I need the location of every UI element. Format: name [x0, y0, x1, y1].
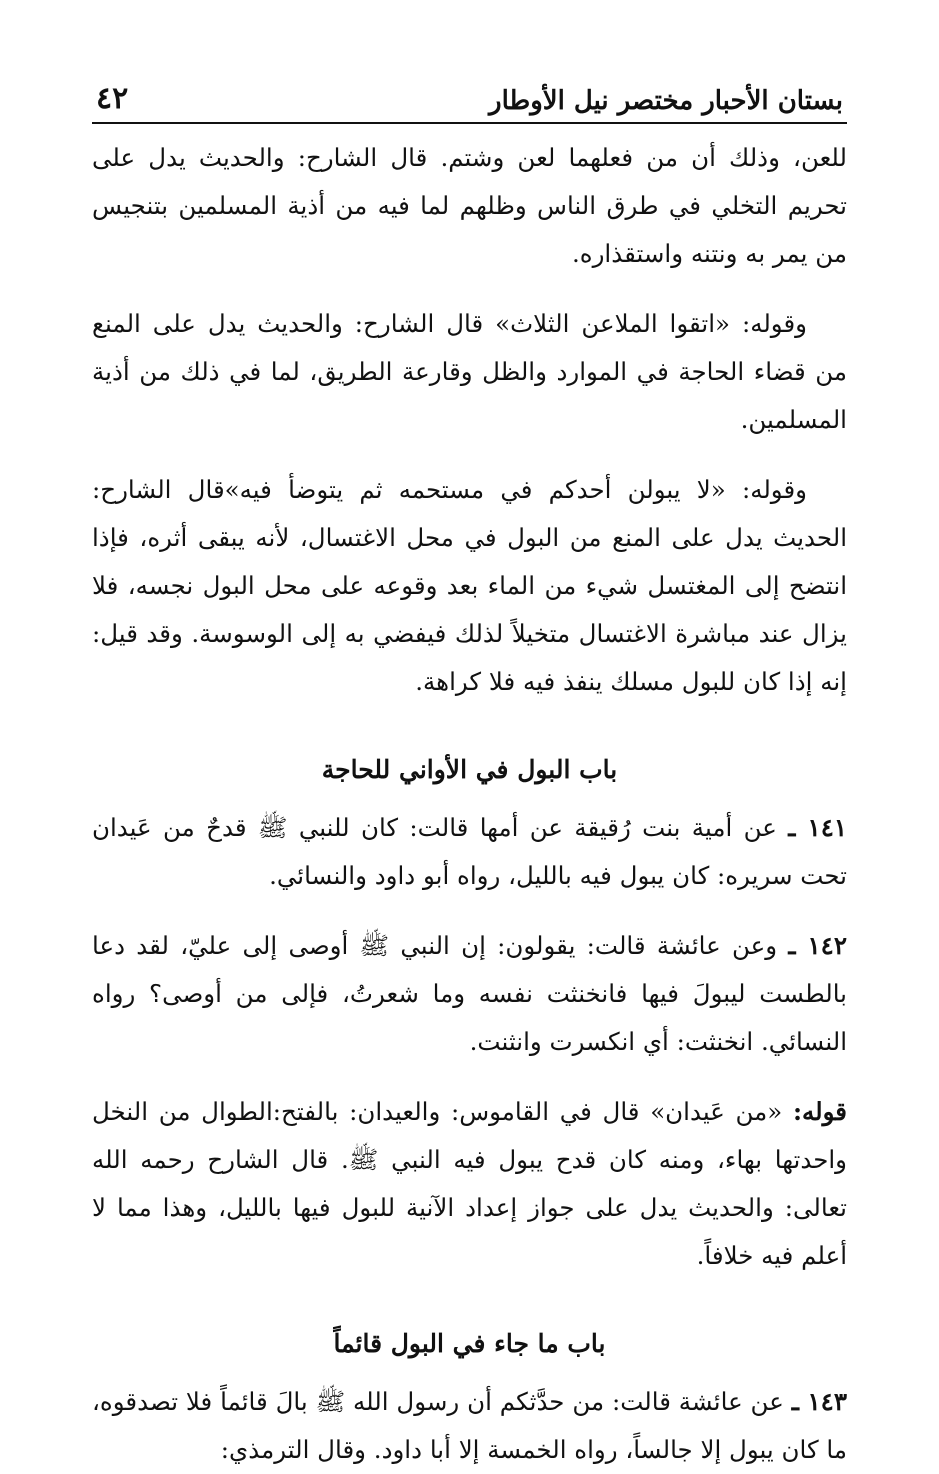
hadith-number: ١٤٣ ـ	[791, 1387, 847, 1416]
page-number: ٤٢	[96, 81, 129, 116]
hadith-143	[92, 1378, 847, 1474]
hadith-number: ١٤٢ ـ	[788, 931, 847, 960]
hadith-text: عن عائشة قالت: من حدَّثكم أن رسول الله ﷺ بالَ قائماً فلا تصدقوه، ما كان يبول إلا جالساً، رواه الخمسة إلا أبا داود. وقال الترمذي:	[92, 1387, 847, 1464]
section-title-vessels: باب البول في الأواني للحاجة	[321, 755, 618, 784]
hadith-142	[92, 922, 847, 1066]
commentary-idan	[92, 1088, 847, 1280]
hadith-text: عن أمية بنت رُقيقة عن أمها قالت: كان للنبي ﷺ قدحٌ من عَيدان تحت سريره: كان يبول فيه بالليل، رواه أبو داود والنسائي.	[92, 813, 847, 890]
hadith-text: وعن عائشة قالت: يقولون: إن النبي ﷺ أوصى إلى عليّ، لقد دعا بالطست ليبولَ فيها فانخنثت نفسه وما شعرتُ، فإلى من أوصى؟ رواه النسائي. انخنثت: أي انكسرت وانثنت.	[92, 931, 847, 1056]
commentary-lead: قوله:	[792, 1097, 847, 1126]
hadith-number: ١٤١ ـ	[788, 813, 848, 842]
section-title-standing: باب ما جاء في البول قائماً	[333, 1329, 606, 1358]
page-header	[92, 78, 847, 124]
commentary-text: «من عَيدان» قال في القاموس: والعيدان: بالفتح:الطوال من النخل واحدتها بهاء، ومنه كان قدح يبول فيه النبي ﷺ. قال الشارح رحمه الله تعالى: والحديث يدل على جواز إعداد الآنية للبول فيها بالليل، وهذا مما لا أعلم فيه خلافاً.	[92, 1097, 847, 1270]
paragraph-mustahamm: وقوله: «لا يبولن أحدكم في مستحمه ثم يتوضأ فيه»قال الشارح: الحديث يدل على المنع من البول في محل الاغتسال، لأنه يبقى أثره، فإذا انتضح إلى المغتسل شيء من الماء بعد وقوعه على محل البول نجسه، فلا يزال عند مباشرة الاغتسال متخيلاً لذلك فيفضي به إلى الوسوسة. وقد قيل: إنه إذا كان للبول مسلك ينفذ فيه فلا كراهة.	[92, 475, 847, 696]
paragraph-malaen: وقوله: «اتقوا الملاعن الثلاث» قال الشارح: والحديث يدل على المنع من قضاء الحاجة في الموارد والظل وقارعة الطريق، لما في ذلك من أذية المسلمين.	[92, 309, 847, 434]
paragraph-intro: للعن، وذلك أن من فعلهما لعن وشتم. قال الشارح: والحديث يدل على تحريم التخلي في طرق الناس وظلهم لما فيه من أذية المسلمين بتنجيس من يمر به ونتنه واستقذاره.	[92, 143, 847, 268]
hadith-141	[92, 804, 847, 900]
page-content	[92, 124, 847, 1474]
running-title: بستان الأحبار مختصر نيل الأوطار	[489, 86, 843, 116]
